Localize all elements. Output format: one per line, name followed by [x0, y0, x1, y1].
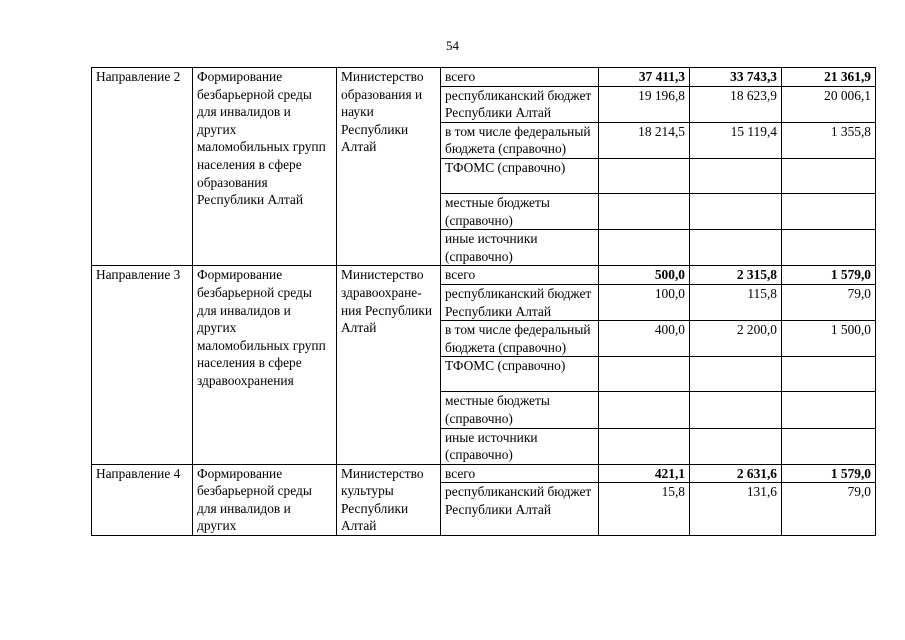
- funding-source-cell: в том числе федеральный бюджета (справочно): [441, 321, 599, 357]
- amount-cell: 15 119,4: [690, 122, 782, 158]
- funding-source-cell: в том числе федеральный бюджета (справочно): [441, 122, 599, 158]
- amount-cell: [599, 392, 690, 428]
- amount-cell: 79,0: [782, 284, 876, 320]
- amount-cell: 15,8: [599, 483, 690, 536]
- amount-cell: [690, 193, 782, 229]
- amount-cell: 21 361,9: [782, 68, 876, 87]
- amount-cell: [782, 193, 876, 229]
- amount-cell: [599, 193, 690, 229]
- amount-cell: 2 200,0: [690, 321, 782, 357]
- amount-cell: 421,1: [599, 464, 690, 483]
- amount-cell: 18 214,5: [599, 122, 690, 158]
- amount-cell: 79,0: [782, 483, 876, 536]
- amount-cell: 33 743,3: [690, 68, 782, 87]
- measure-title-cell: Формирование безбарьерной среды для инвалидов и других маломобильных групп населения в сфере образования Республики Алтай: [193, 68, 337, 266]
- direction-cell: Направление 2: [92, 68, 193, 266]
- amount-cell: [690, 428, 782, 464]
- page-number: 54: [446, 38, 459, 53]
- amount-cell: [782, 428, 876, 464]
- amount-cell: [782, 392, 876, 428]
- amount-cell: 19 196,8: [599, 86, 690, 122]
- amount-cell: 20 006,1: [782, 86, 876, 122]
- amount-cell: 1 579,0: [782, 266, 876, 285]
- funding-source-cell: республиканский бюджет Республики Алтай: [441, 483, 599, 536]
- amount-cell: [782, 357, 876, 392]
- amount-cell: [782, 230, 876, 266]
- funding-source-cell: иные источники (справочно): [441, 230, 599, 266]
- funding-source-cell: ТФОМС (справочно): [441, 158, 599, 193]
- amount-cell: 1 579,0: [782, 464, 876, 483]
- funding-source-cell: всего: [441, 68, 599, 87]
- ministry-cell: Министерство образования и науки Республики Алтай: [337, 68, 441, 266]
- amount-cell: [690, 230, 782, 266]
- amount-cell: 1 355,8: [782, 122, 876, 158]
- amount-cell: 2 631,6: [690, 464, 782, 483]
- ministry-cell: Министерство культуры Республики Алтай: [337, 464, 441, 535]
- amount-cell: 2 315,8: [690, 266, 782, 285]
- table-row: [92, 464, 876, 483]
- ministry-cell: Министерство здравоохране-ния Республики Алтай: [337, 266, 441, 464]
- amount-cell: [599, 357, 690, 392]
- funding-source-cell: иные источники (справочно): [441, 428, 599, 464]
- funding-source-cell: всего: [441, 266, 599, 285]
- amount-cell: 131,6: [690, 483, 782, 536]
- amount-cell: 37 411,3: [599, 68, 690, 87]
- funding-source-cell: республиканский бюджет Республики Алтай: [441, 284, 599, 320]
- funding-source-cell: республиканский бюджет Республики Алтай: [441, 86, 599, 122]
- funding-source-cell: ТФОМС (справочно): [441, 357, 599, 392]
- amount-cell: 18 623,9: [690, 86, 782, 122]
- funding-source-cell: местные бюджеты (справочно): [441, 392, 599, 428]
- amount-cell: [599, 158, 690, 193]
- amount-cell: [599, 230, 690, 266]
- funding-source-cell: всего: [441, 464, 599, 483]
- amount-cell: [690, 357, 782, 392]
- amount-cell: 400,0: [599, 321, 690, 357]
- amount-cell: 1 500,0: [782, 321, 876, 357]
- amount-cell: [599, 428, 690, 464]
- direction-cell: Направление 4: [92, 464, 193, 535]
- amount-cell: [690, 158, 782, 193]
- amount-cell: [690, 392, 782, 428]
- amount-cell: 500,0: [599, 266, 690, 285]
- measure-title-cell: Формирование безбарьерной среды для инвалидов и других: [193, 464, 337, 535]
- amount-cell: [782, 158, 876, 193]
- amount-cell: 100,0: [599, 284, 690, 320]
- budget-table-body: [92, 68, 876, 536]
- table-row: [92, 266, 876, 285]
- funding-source-cell: местные бюджеты (справочно): [441, 193, 599, 229]
- budget-table: [91, 67, 876, 536]
- table-row: [92, 68, 876, 87]
- amount-cell: 115,8: [690, 284, 782, 320]
- measure-title-cell: Формирование безбарьерной среды для инвалидов и других маломобильных групп населения в сфере здравоохранения: [193, 266, 337, 464]
- direction-cell: Направление 3: [92, 266, 193, 464]
